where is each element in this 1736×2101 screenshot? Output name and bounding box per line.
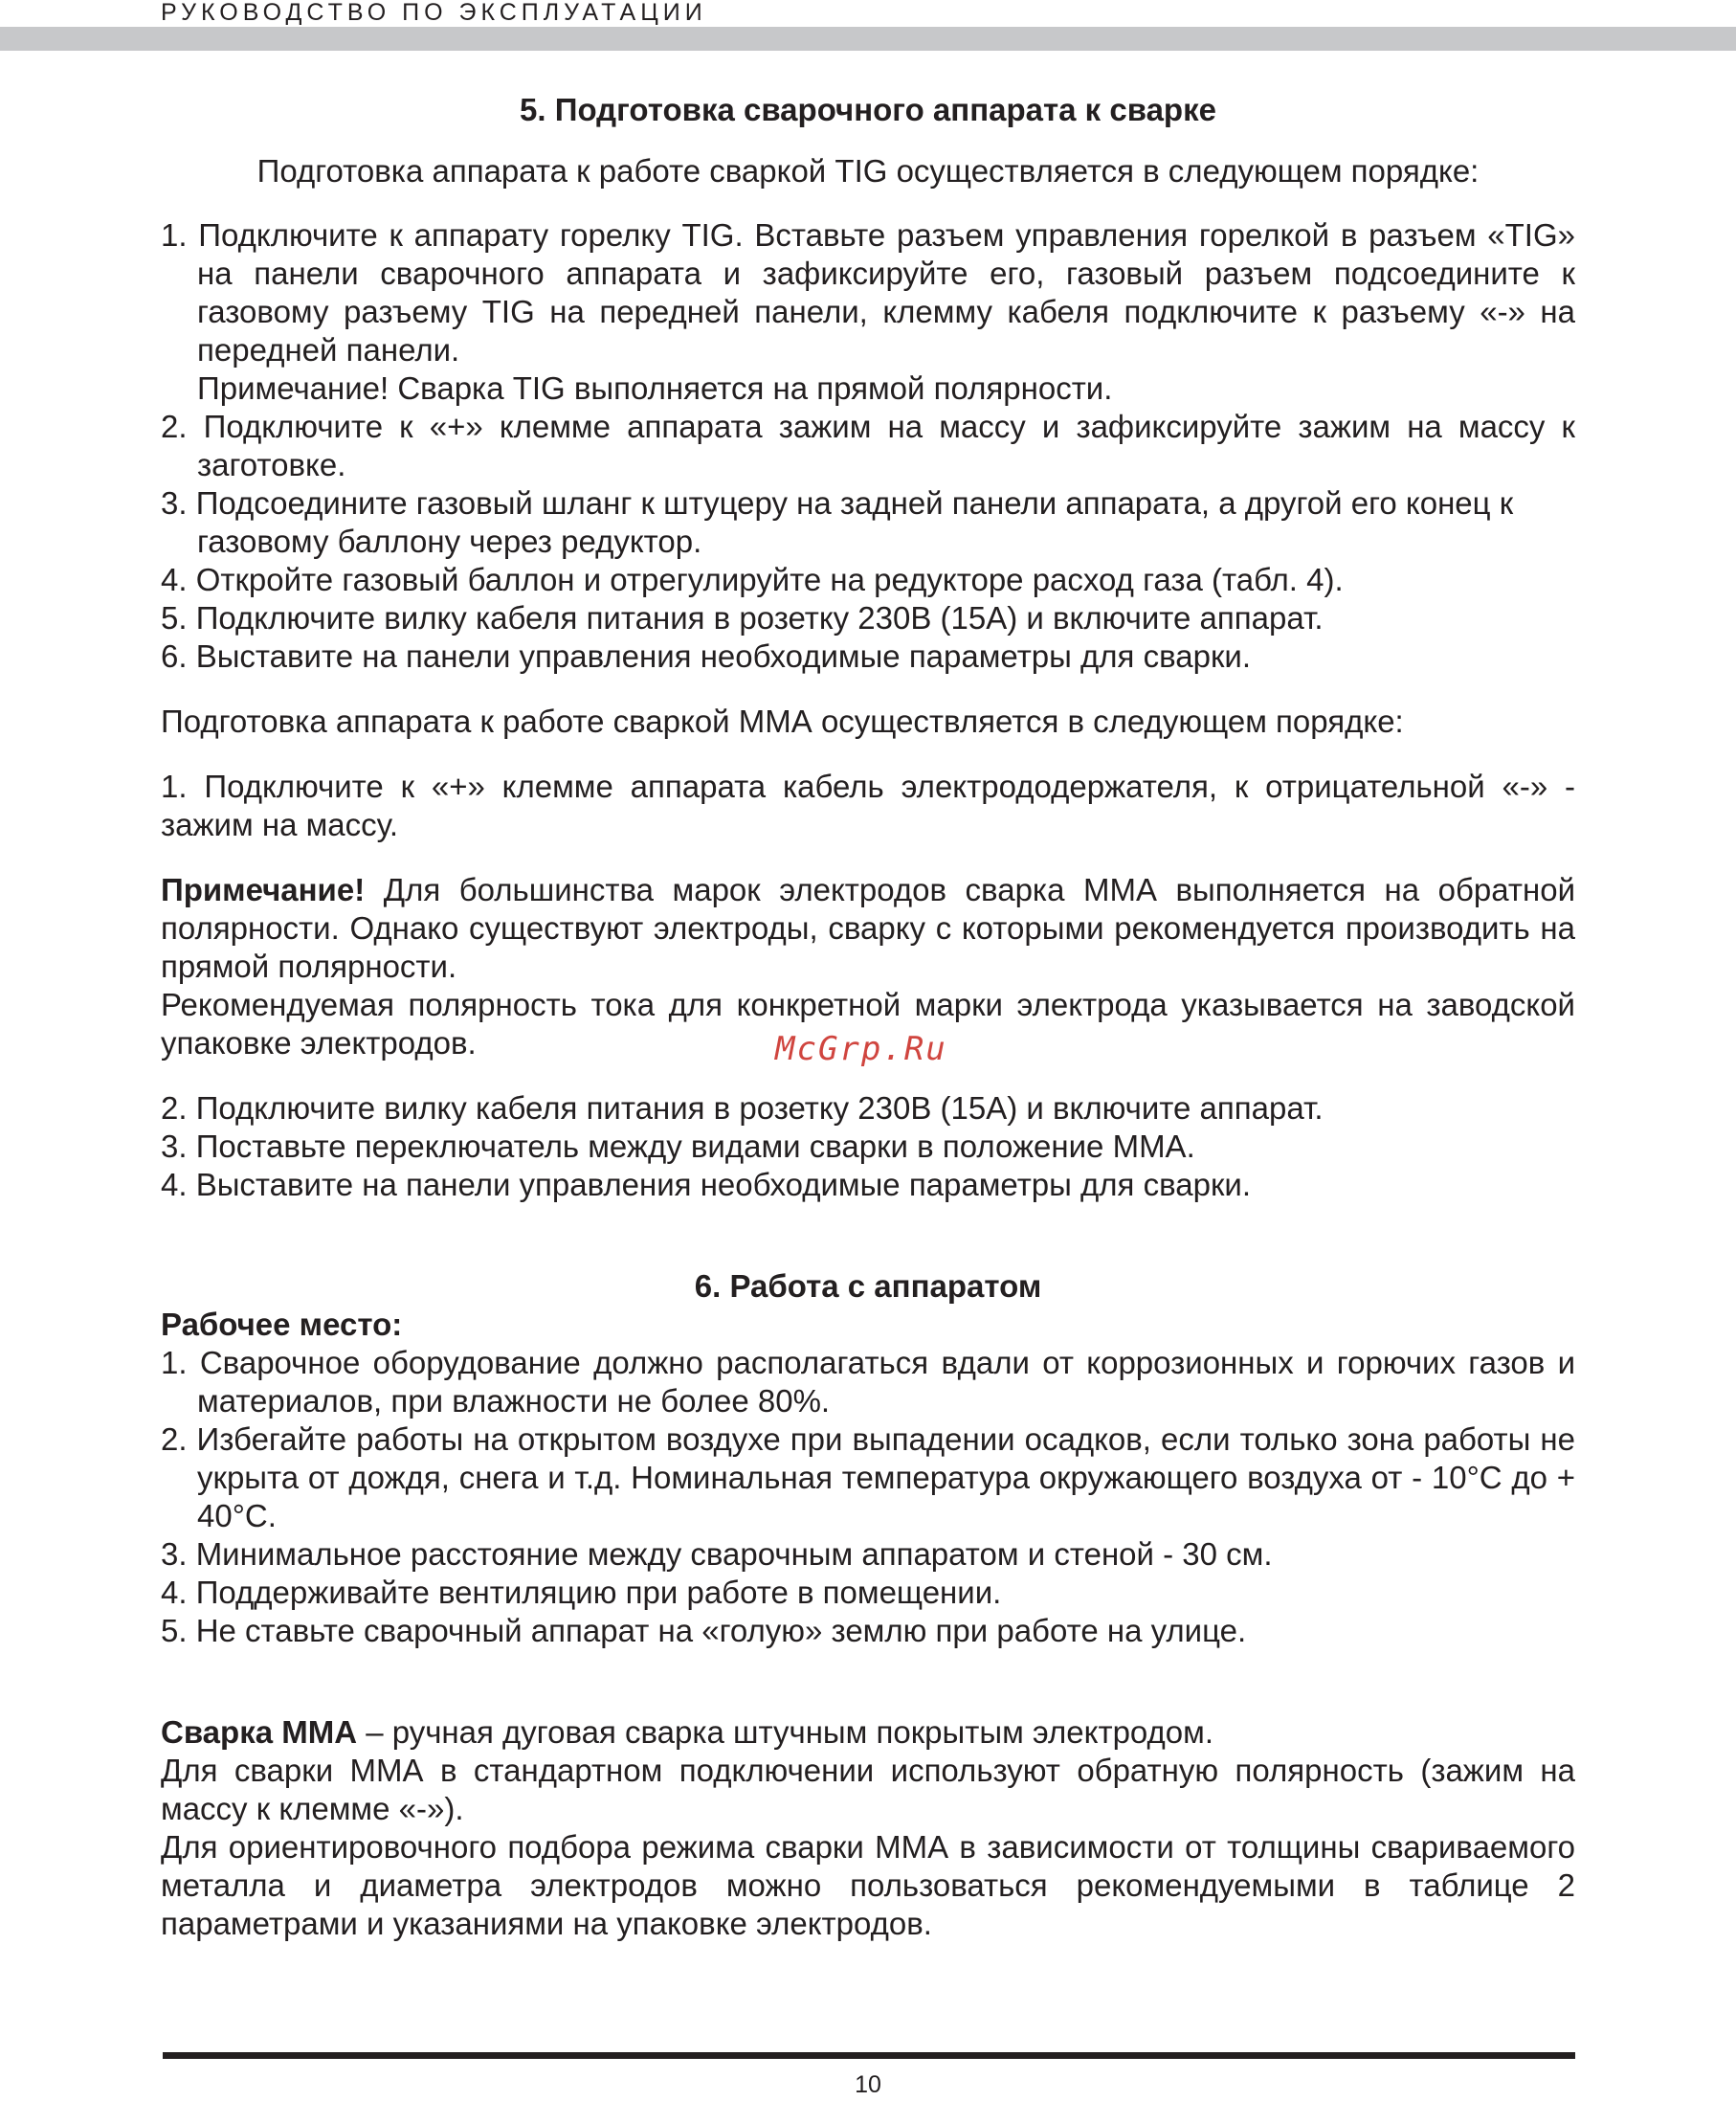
list-item: 3. Поставьте переключатель между видами сварки в положение ММА. <box>161 1129 1195 1164</box>
note-paragraph <box>161 871 1575 986</box>
list-item: 3. Минимальное расстояние между сварочным аппаратом и стеной - 30 см. <box>161 1536 1273 1572</box>
list-item: 1. Сварочное оборудование должно располагаться вдали от коррозионных и горючих газов и материалов, при влажности не более 80%. <box>161 1345 1575 1419</box>
list-item: 4. Поддерживайте вентиляцию при работе в помещении. <box>161 1575 1002 1610</box>
workplace-list <box>161 1344 1575 1650</box>
footer-rule <box>163 2052 1575 2059</box>
tig-steps-list <box>161 216 1575 676</box>
workplace-label: Рабочее место: <box>161 1307 403 1342</box>
mma-paragraph-2: Для сварки ММА в стандартном подключении используют обратную полярность (зажим на массу к клемме «-»). <box>161 1753 1575 1826</box>
section-6-heading: 6. Работа с аппаратом <box>694 1268 1042 1304</box>
header-bar <box>0 27 1736 51</box>
mma-intro: Подготовка аппарата к работе сваркой ММА осуществляется в следующем порядке: <box>161 704 1404 739</box>
running-header: РУКОВОДСТВО ПО ЭКСПЛУАТАЦИИ <box>161 0 707 26</box>
list-item: 5. Подключите вилку кабеля питания в розетку 230В (15А) и включите аппарат. <box>161 600 1324 636</box>
list-item: 3. Подсоедините газовый шланг к штуцеру на задней панели аппарата, а другой его конец к газовому баллону через редуктор. <box>161 485 1514 559</box>
mma-steps-list <box>161 1089 1575 1204</box>
section-5-heading: 5. Подготовка сварочного аппарата к сварке <box>520 92 1216 127</box>
list-item: 2. Подключите вилку кабеля питания в розетку 230В (15А) и включите аппарат. <box>161 1090 1324 1126</box>
list-item: 5. Не ставьте сварочный аппарат на «голую» землю при работе на улице. <box>161 1613 1247 1648</box>
mma-step-1: 1. Подключите к «+» клемме аппарата кабель электрододержателя, к отрицательной «-» - зажим на массу. <box>161 769 1575 842</box>
list-item: 2. Избегайте работы на открытом воздухе при выпадении осадков, если только зона работы не укрыта от дождя, снега и т.д. Номинальная температура окружающего воздуха от - 10°С до + 40°С. <box>161 1421 1575 1533</box>
mma-definition <box>161 1713 1575 1752</box>
mma-label: Сварка ММА <box>161 1714 358 1750</box>
page-number: 10 <box>855 2071 881 2098</box>
note-text: Для большинства марок электродов сварка ММА выполняется на обратной полярности. Однако существуют электроды, сварку с которыми рекомендуется производить на прямой полярности. <box>161 872 1575 984</box>
tig-note: Примечание! Сварка TIG выполняется на прямой полярности. <box>197 370 1113 406</box>
list-item: 1. Подключите к аппарату горелку TIG. Вставьте разъем управления горелкой в разъем «TIG» на панели сварочного аппарата и зафиксируйте его, газовый разъем подсоедините к газовому разъему TIG на передней панели, клемму кабеля подключите к разъему «-» на передней панели. <box>161 217 1575 368</box>
note-paragraph-2: Рекомендуемая полярность тока для конкретной марки электрода указывается на заводской упаковке электродов. <box>161 987 1575 1061</box>
list-item: 4. Выставите на панели управления необходимые параметры для сварки. <box>161 1167 1251 1202</box>
watermark: McGrp.Ru <box>775 1030 947 1068</box>
page-content <box>161 91 1575 1943</box>
list-item: 2. Подключите к «+» клемме аппарата зажим на массу и зафиксируйте зажим на массу к заготовке. <box>161 409 1575 482</box>
list-item: 4. Откройте газовый баллон и отрегулируйте на редукторе расход газа (табл. 4). <box>161 562 1344 597</box>
mma-paragraph-3: Для ориентировочного подбора режима сварки ММА в зависимости от толщины свариваемого металла и диаметра электродов можно пользоваться рекомендуемыми в таблице 2 параметрами и указаниями на упаковке электродов. <box>161 1829 1575 1941</box>
note-label: Примечание! <box>161 872 366 907</box>
mma-def-text: – ручная дуговая сварка штучным покрытым электродом. <box>357 1714 1214 1750</box>
list-item: 6. Выставите на панели управления необходимые параметры для сварки. <box>161 638 1251 674</box>
tig-intro: Подготовка аппарата к работе сваркой TIG осуществляется в следующем порядке: <box>256 153 1480 189</box>
